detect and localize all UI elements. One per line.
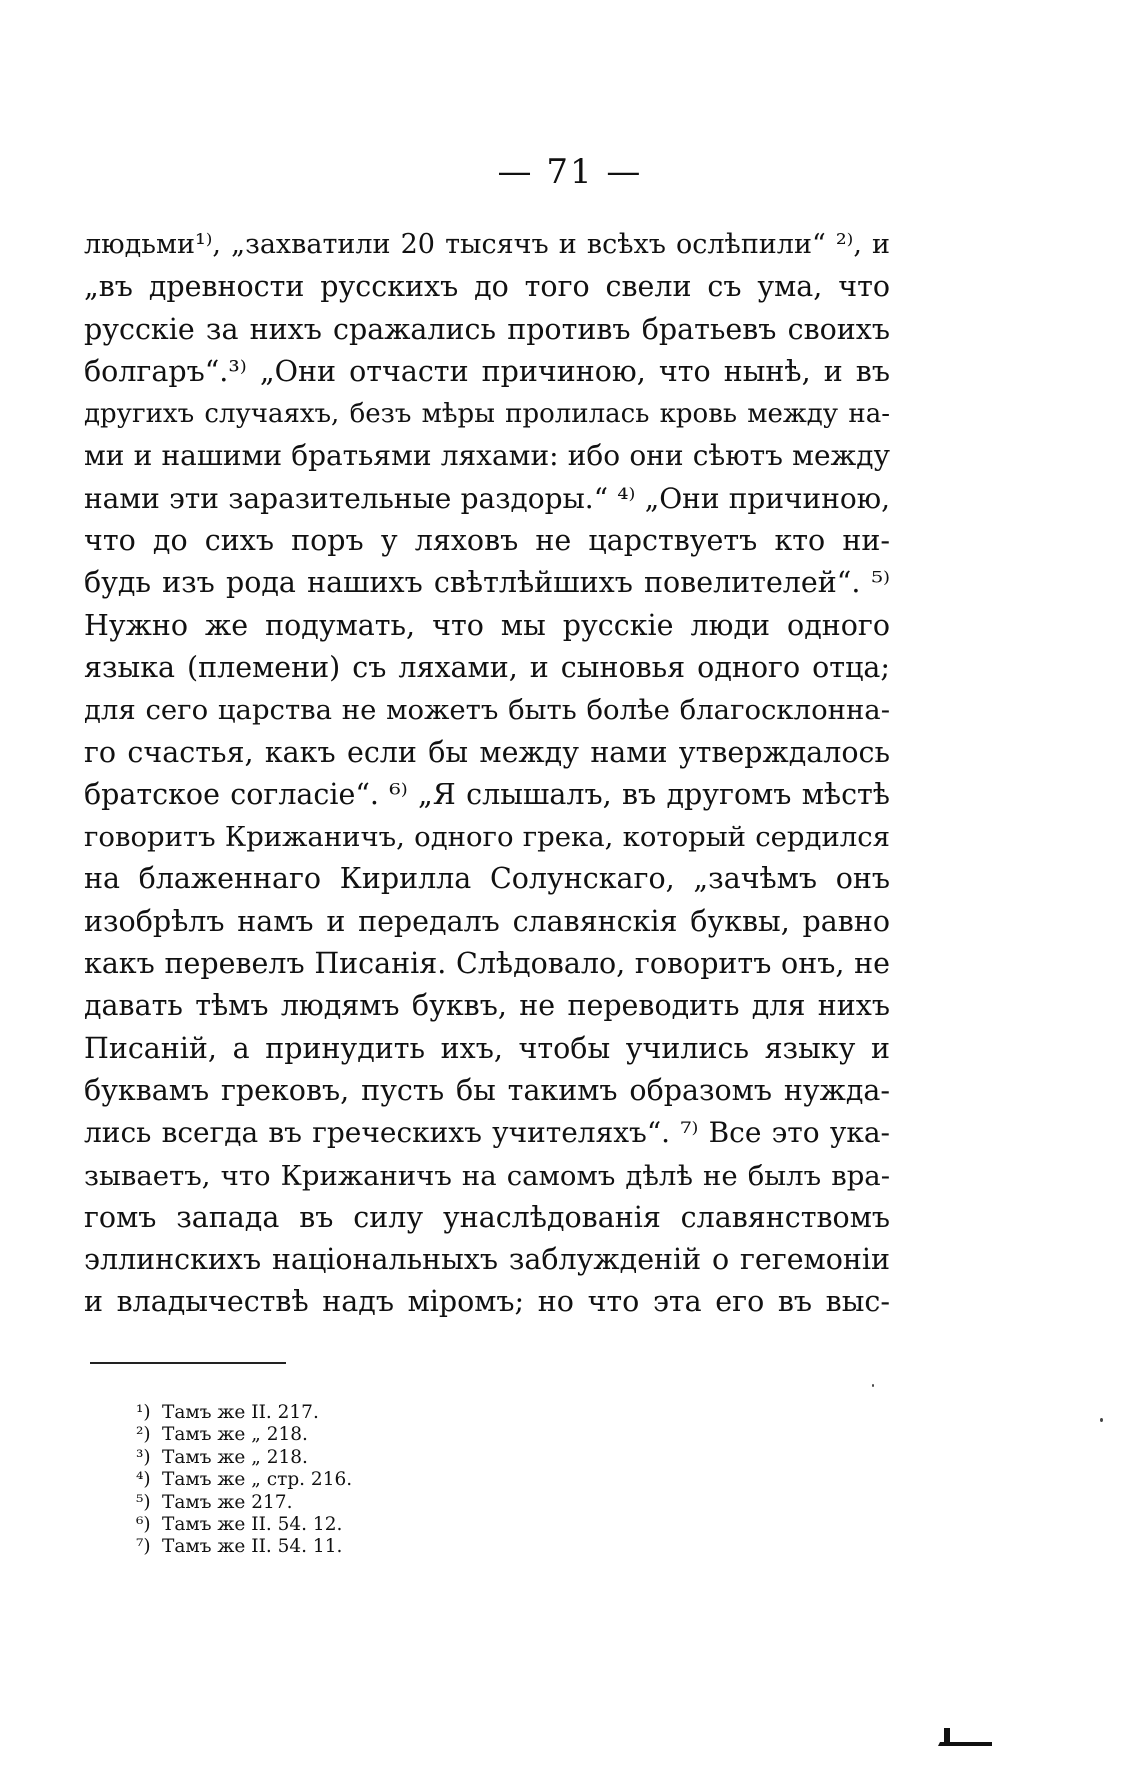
text-line: Нужно же подумать, что мы русскіе люди одного xyxy=(84,608,890,642)
text-line: „въ древности русскихъ до того свели съ ума, что xyxy=(84,270,890,304)
text-line: для сего царства не можетъ быть болѣе благосклонна- xyxy=(84,694,890,727)
text-line: языка (племени) съ ляхами, и сыновья одного отца; xyxy=(84,650,890,684)
text-line: будь изъ рода нашихъ свѣтлѣйшихъ повелителей“. ⁵⁾ xyxy=(84,566,890,600)
text-line: ми и нашими братьями ляхами: ибо они сѣютъ между xyxy=(84,439,890,473)
footnote-number: ³) xyxy=(136,1446,151,1468)
text-line: давать тѣмъ людямъ буквъ, не переводить для нихъ xyxy=(84,989,890,1023)
text-line: Писаній, а принудить ихъ, чтобы учились языку и xyxy=(84,1031,890,1065)
text-line: болгаръ“.³⁾ „Они отчасти причиною, что нынѣ, и въ xyxy=(84,354,890,388)
footnote-text: Тамъ же 217. xyxy=(162,1491,293,1513)
footnote-text: Тамъ же II. 217. xyxy=(162,1402,319,1423)
paper-speck xyxy=(872,1384,874,1387)
page-number: — 71 — xyxy=(497,152,643,192)
text-line: гомъ запада въ силу унаслѣдованія славянствомъ xyxy=(84,1200,890,1234)
footnote-number: ¹) xyxy=(136,1402,151,1423)
footnote-number: ⁴) xyxy=(136,1469,151,1491)
text-line: что до сихъ поръ у ляховъ не царствуетъ кто ни- xyxy=(84,524,890,558)
footnote-number: ⁷) xyxy=(136,1536,151,1558)
footnote xyxy=(136,1492,636,1514)
text-line: и владычествѣ надъ міромъ; но что эта его въ выс- xyxy=(84,1285,890,1319)
text-line: эллинскихъ національныхъ заблужденій о гегемоніи xyxy=(84,1243,890,1277)
footnote-number: ⁵) xyxy=(136,1491,151,1513)
text-line: братское согласіе“. ⁶⁾ „Я слышалъ, въ другомъ мѣстѣ xyxy=(84,777,890,811)
text-line: какъ перевелъ Писанія. Слѣдовало, говоритъ онъ, не xyxy=(84,947,890,981)
footnotes xyxy=(136,1402,636,1559)
footnote xyxy=(136,1469,636,1491)
text-line: зываетъ, что Крижаничъ на самомъ дѣлѣ не былъ вра- xyxy=(84,1159,890,1192)
text-line: го счастья, какъ если бы между нами утверждалось xyxy=(84,735,890,769)
footnote-text: Тамъ же II. 54. 12. xyxy=(162,1513,343,1535)
footnote xyxy=(136,1424,636,1446)
printer-mark-icon xyxy=(936,1726,994,1748)
footnote-text: Тамъ же „ стр. 216. xyxy=(162,1469,353,1491)
footnote-text: Тамъ же „ 218. xyxy=(162,1446,308,1468)
text-line: на блаженнаго Кирилла Солунскаго, „зачѣмъ онъ xyxy=(84,862,890,896)
footnote xyxy=(136,1514,636,1536)
footnote xyxy=(136,1447,636,1469)
text-line: людьми¹⁾, „захватили 20 тысячъ и всѣхъ ослѣпили“ ²⁾, и xyxy=(84,229,890,260)
text-line: русскіе за нихъ сражались противъ братьевъ своихъ xyxy=(84,312,890,346)
footnote-separator-rule xyxy=(90,1362,286,1364)
footnote-number: ²) xyxy=(136,1424,151,1446)
text-line: нами эти заразительные раздоры.“ ⁴⁾ „Они причиною, xyxy=(84,481,890,515)
text-line: говоритъ Крижаничъ, одного грека, который сердился xyxy=(84,821,890,854)
text-line: буквамъ грековъ, пусть бы такимъ образомъ нужда- xyxy=(84,1073,890,1107)
text-line: лись всегда въ греческихъ учителяхъ“. ⁷⁾ Все это ука- xyxy=(84,1116,890,1150)
footnote xyxy=(136,1402,636,1424)
text-line: другихъ случаяхъ, безъ мѣры пролилась кровь между на- xyxy=(84,399,890,430)
paper-speck xyxy=(1100,1418,1103,1422)
footnote-text: Тамъ же II. 54. 11. xyxy=(162,1536,343,1558)
text-line: изобрѣлъ намъ и передалъ славянскія буквы, равно xyxy=(84,904,890,938)
body-text xyxy=(84,224,890,1324)
footnote-number: ⁶) xyxy=(136,1513,151,1535)
footnote xyxy=(136,1536,636,1558)
footnote-text: Тамъ же „ 218. xyxy=(162,1424,308,1446)
